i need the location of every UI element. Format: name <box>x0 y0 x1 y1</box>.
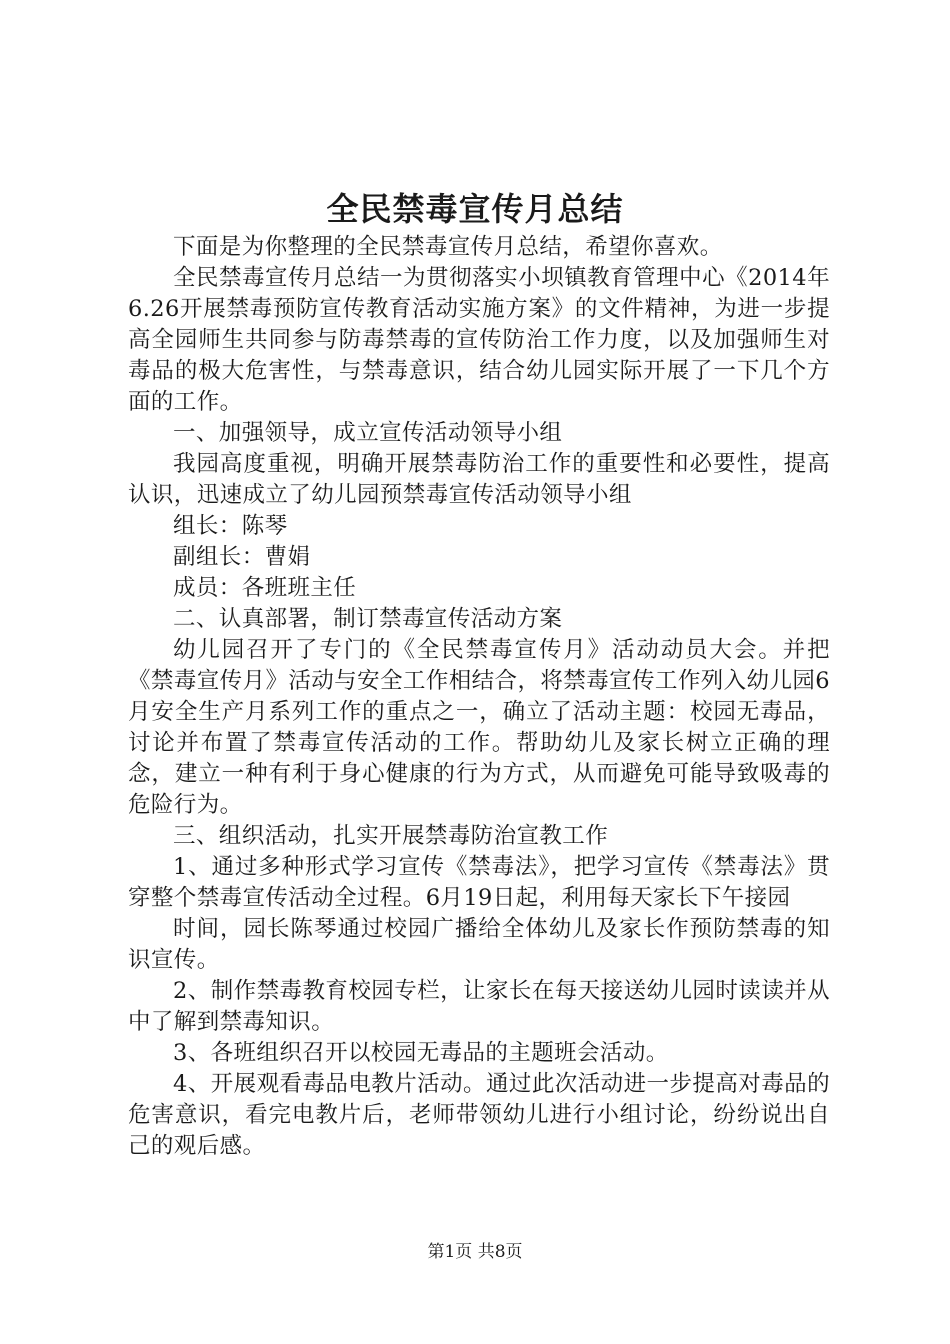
paragraph-intro: 下面是为你整理的全民禁毒宣传月总结，希望你喜欢。 <box>173 234 723 260</box>
activity-item-2: 2、制作禁毒教育校园专栏，让家长在每天接送幼儿园时读读并从中了解到禁毒知识。 <box>128 978 830 1035</box>
team-members: 成员：各班班主任 <box>173 575 357 601</box>
paragraph-leadership: 我园高度重视，明确开展禁毒防治工作的重要性和必要性，提高认识，迅速成立了幼儿园预禁毒宣传活动领导小组 <box>128 451 830 508</box>
activity-item-3: 3、各班组织召开以校园无毒品的主题班会活动。 <box>173 1040 669 1066</box>
document-title: 全民禁毒宣传月总结 <box>326 190 624 228</box>
section-heading-3: 三、组织活动，扎实开展禁毒防治宣教工作 <box>173 823 609 849</box>
page-footer: 第1页 共8页 <box>427 1242 523 1262</box>
activity-item-4: 4、开展观看毒品电教片活动。通过此次活动进一步提高对毒品的危害意识，看完电教片后，老师带领幼儿进行小组讨论，纷纷说出自己的观后感。 <box>128 1071 830 1159</box>
section-heading-2: 二、认真部署，制订禁毒宣传活动方案 <box>173 606 563 632</box>
team-leader: 组长：陈琴 <box>173 513 288 539</box>
paragraph-purpose: 全民禁毒宣传月总结一为贯彻落实小坝镇教育管理中心《2014年6.26开展禁毒预防宣传教育活动实施方案》的文件精神，为进一步提高全园师生共同参与防毒禁毒的宣传防治工作力度，以及加强师生对毒品的极大危害性，与禁毒意识，结合幼儿园实际开展了一下几个方面的工作。 <box>128 265 830 415</box>
activity-item-1: 1、通过多种形式学习宣传《禁毒法》，把学习宣传《禁毒法》贯穿整个禁毒宣传活动全过程。6月19日起，利用每天家长下午接园 <box>128 854 830 911</box>
activity-item-1-continued: 时间，园长陈琴通过校园广播给全体幼儿及家长作预防禁毒的知识宣传。 <box>128 916 830 973</box>
team-deputy: 副组长：曹娟 <box>173 544 311 570</box>
section-heading-1: 一、加强领导，成立宣传活动领导小组 <box>173 420 563 446</box>
paragraph-plan: 幼儿园召开了专门的《全民禁毒宣传月》活动动员大会。并把《禁毒宣传月》活动与安全工作相结合，将禁毒宣传工作列入幼儿园6月安全生产月系列工作的重点之一，确立了活动主题：校园无毒品，讨论并布置了禁毒宣传活动的工作。帮助幼儿及家长树立正确的理念，建立一种有利于身心健康的行为方式，从而避免可能导致吸毒的危险行为。 <box>128 637 830 818</box>
document-body <box>128 232 830 1162</box>
